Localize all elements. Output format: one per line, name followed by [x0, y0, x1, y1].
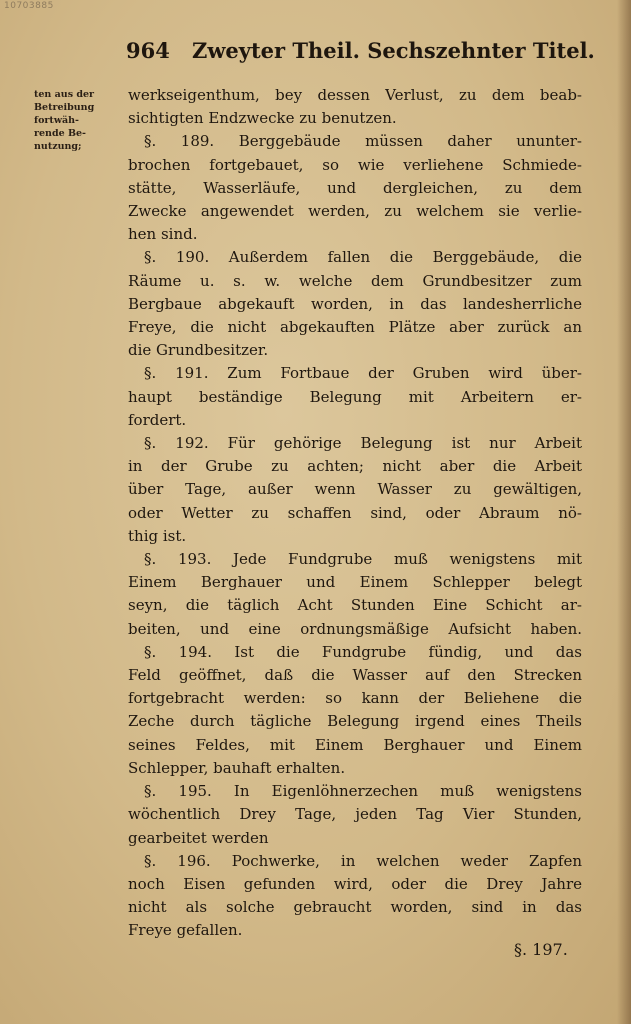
- text-line: Zeche durch tägliche Belegung irgend eines Theils: [128, 712, 582, 731]
- margin-note: [34, 88, 120, 153]
- text-line: §. 195. In Eigenlöhnerzechen muß wenigstens: [144, 782, 582, 801]
- text-line: stätte, Wasserläufe, und dergleichen, zu dem: [128, 178, 582, 197]
- text-line: haupt beständige Belegung mit Arbeitern er-: [128, 387, 582, 406]
- text-line: Einem Berghauer und Einem Schlepper belegt: [128, 573, 582, 592]
- text-line: §. 190. Außerdem fallen die Berggebäude, die: [144, 248, 582, 267]
- text-line: seyn, die täglich Acht Stunden Eine Schicht ar-: [128, 596, 582, 615]
- text-line: die Grundbesitzer.: [128, 341, 269, 360]
- text-line: thig ist.: [128, 526, 187, 545]
- text-line: Schlepper, bauhaft erhalten.: [128, 758, 346, 777]
- page-number: 964: [126, 38, 170, 63]
- margin-note-line: nutzung;: [34, 141, 82, 152]
- margin-note-line: ten aus der: [34, 89, 95, 100]
- text-line: fortgebracht werden: so kann der Beliehene die: [128, 689, 582, 708]
- text-line: §. 192. Für gehörige Belegung ist nur Arbeit: [144, 434, 582, 453]
- margin-note-line: Betreibung: [34, 102, 95, 113]
- page-header: [126, 38, 595, 72]
- text-line: gearbeitet werden: [128, 828, 269, 847]
- text-line: Feld geöffnet, daß die Wasser auf den Strecken: [128, 666, 582, 685]
- margin-note-line: rende Be-: [34, 128, 86, 139]
- scan-id: 10703885: [4, 1, 54, 11]
- text-line: fordert.: [128, 410, 187, 429]
- text-line: sichtigten Endzwecke zu benutzen.: [128, 109, 397, 128]
- text-line: Räume u. s. w. welche dem Grundbesitzer zum: [128, 271, 582, 290]
- text-line: Freye gefallen.: [128, 921, 243, 940]
- text-line: §. 193. Jede Fundgrube muß wenigstens mit: [144, 550, 582, 569]
- text-line: oder Wetter zu schaffen sind, oder Abraum nö-: [128, 503, 582, 522]
- text-line: §. 191. Zum Fortbaue der Gruben wird über-: [144, 364, 582, 383]
- text-line: noch Eisen gefunden wird, oder die Drey Jahre: [128, 874, 582, 893]
- catchword: §. 197.: [514, 940, 568, 959]
- body-text: [128, 84, 582, 943]
- running-head: Zweyter Theil. Sechszehnter Titel.: [192, 38, 595, 63]
- text-line: über Tage, außer wenn Wasser zu gewältigen,: [128, 480, 582, 499]
- text-line: Freye, die nicht abgekauften Plätze aber zurück an: [128, 318, 582, 337]
- text-line: nicht als solche gebraucht worden, sind in das: [128, 898, 582, 917]
- page-edge-shadow: [617, 0, 631, 1024]
- text-line: §. 196. Pochwerke, in welchen weder Zapfen: [144, 851, 582, 870]
- text-line: in der Grube zu achten; nicht aber die Arbeit: [128, 457, 582, 476]
- text-line: brochen fortgebauet, so wie verliehene Schmiede-: [128, 155, 582, 174]
- text-line: hen sind.: [128, 225, 198, 244]
- text-line: seines Feldes, mit Einem Berghauer und Einem: [128, 735, 582, 754]
- text-line: beiten, und eine ordnungsmäßige Aufsicht haben.: [128, 619, 582, 638]
- text-line: §. 189. Berggebäude müssen daher ununter-: [144, 132, 582, 151]
- text-line: wöchentlich Drey Tage, jeden Tag Vier Stunden,: [128, 805, 582, 824]
- text-line: §. 194. Ist die Fundgrube fündig, und das: [144, 642, 582, 661]
- margin-note-line: fortwäh-: [34, 115, 79, 126]
- text-line: Zwecke angewendet werden, zu welchem sie verlie-: [128, 202, 582, 221]
- text-line: Bergbaue abgekauft worden, in das landesherrliche: [128, 294, 582, 313]
- text-line: werkseigenthum, bey dessen Verlust, zu dem beab-: [128, 86, 582, 104]
